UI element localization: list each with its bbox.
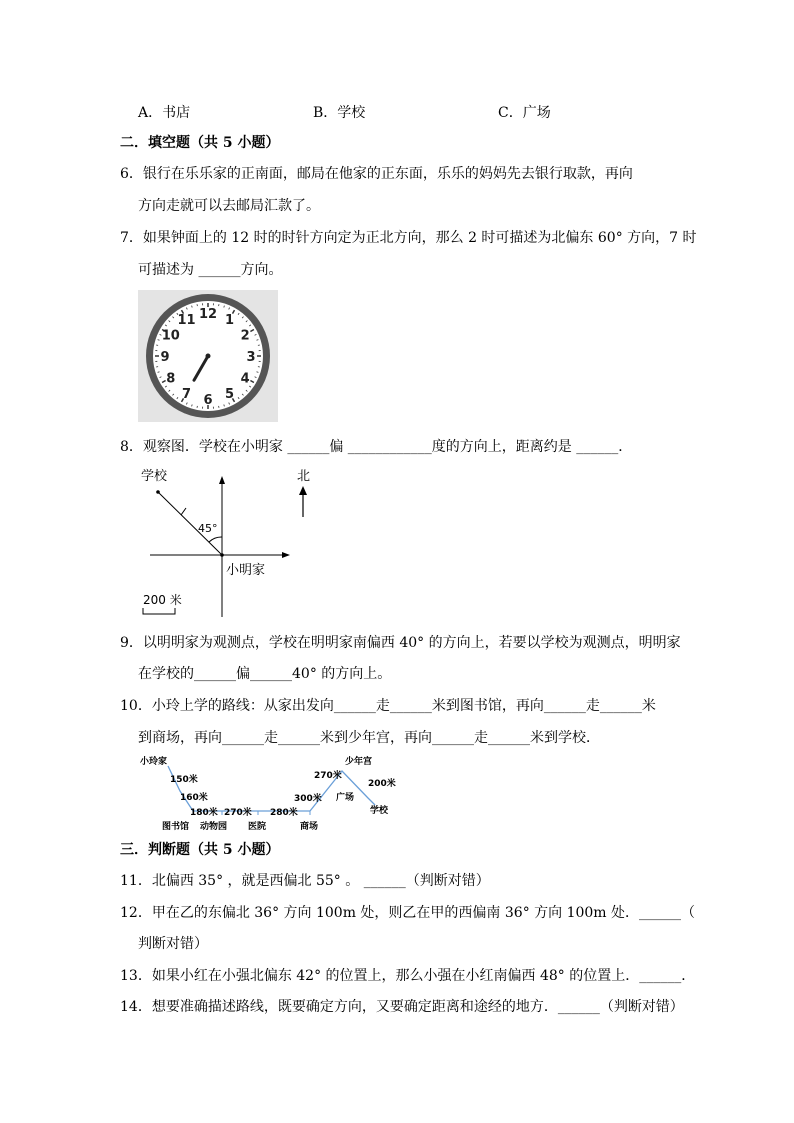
- horizontal-axis-arrow: [282, 552, 290, 558]
- dist-2: 160米: [180, 793, 208, 803]
- clock-number: 9: [160, 350, 170, 365]
- dist-1: 150米: [170, 775, 198, 785]
- home-point: [220, 553, 224, 557]
- clock-number: 1: [224, 312, 235, 328]
- clock-number: 5: [224, 387, 235, 403]
- place-mall: 商场: [300, 822, 319, 832]
- place-zoo: 动物园: [200, 822, 228, 832]
- clock-number: 7: [181, 387, 192, 403]
- place-square: 广场: [336, 793, 355, 803]
- place-home: 小玲家: [140, 757, 168, 767]
- q9-line2: 在学校的______偏______40° 的方向上。: [138, 666, 392, 682]
- clock-number: 10: [161, 328, 180, 344]
- clock-number: 4: [240, 371, 250, 387]
- q12-line2: 判断对错）: [138, 936, 208, 952]
- route-line: [168, 766, 375, 811]
- q6-line2: 方向走就可以去邮局汇款了。: [138, 198, 320, 214]
- scale-bar: [143, 608, 175, 614]
- dist-7: 270米: [314, 771, 342, 781]
- dist-5: 280米: [270, 808, 298, 818]
- q10-line1: 10．小玲上学的路线：从家出发向______走______米到图书馆，再向______走______米: [120, 698, 656, 714]
- q14-line: 14．想要准确描述路线，既要确定方向，又要确定距离和途经的地方．______（判断对错）: [120, 999, 684, 1015]
- clock-center: [206, 354, 211, 359]
- q8-map-figure: [138, 462, 338, 622]
- q13-line: 13．如果小红在小强北偏东 42° 的位置上，那么小强在小红南偏西 48° 的位置上．______．: [120, 968, 696, 984]
- clock-number: 8: [166, 371, 176, 387]
- option-c: C．广场: [498, 105, 551, 121]
- q7-line1: 7．如果钟面上的 12 时的时针方向定为正北方向，那么 2 时可描述为北偏东 60° 方向，7 时: [120, 230, 697, 246]
- dist-3: 180米: [190, 808, 218, 818]
- dist-4: 270米: [224, 808, 252, 818]
- section-3-title: 三．判断题（共 5 小题）: [120, 842, 280, 858]
- q12-line1: 12．甲在乙的东偏北 36° 方向 100m 处，则乙在甲的西偏南 36° 方向 100m 处．______（: [120, 905, 696, 921]
- label-angle: 45°: [198, 522, 218, 535]
- clock-number: 3: [246, 350, 256, 365]
- q7-line2: 可描述为 ______方向。: [138, 262, 283, 278]
- dist-6: 300米: [294, 794, 322, 804]
- label-scale: 200 米: [143, 593, 182, 607]
- clock-number: 2: [240, 328, 250, 344]
- q9-line1: 9．以明明家为观测点，学校在明明家南偏西 40° 的方向上，若要以学校为观测点，明明家: [120, 635, 681, 651]
- clock-number: 12: [198, 307, 218, 322]
- vertical-axis-arrow: [219, 476, 225, 484]
- option-b: B．学校: [313, 105, 366, 121]
- label-school: 学校: [141, 469, 168, 484]
- clock-number: 6: [203, 393, 213, 408]
- label-north: 北: [297, 469, 311, 484]
- option-a: A．书店: [138, 105, 191, 121]
- q6-line1: 6．银行在乐乐家的正南面，邮局在他家的正东面，乐乐的妈妈先去银行取款，再向: [120, 166, 633, 182]
- q11-line: 11．北偏西 35° ，就是西偏北 55° 。 ______（判断对错）: [120, 873, 490, 889]
- place-youth-palace: 少年宫: [345, 757, 373, 767]
- north-arrow-head: [299, 486, 307, 495]
- section-2-title: 二．填空题（共 5 小题）: [120, 135, 280, 151]
- clock-number: 11: [177, 312, 196, 328]
- place-hospital: 医院: [248, 822, 267, 832]
- scale-mark: [181, 508, 186, 515]
- q10-line2: 到商场，再向______走______米到少年宫，再向______走______米到学校．: [138, 730, 600, 746]
- place-library: 图书馆: [162, 822, 190, 832]
- place-school: 学校: [370, 806, 389, 816]
- q8-line: 8．观察图．学校在小明家 ______偏 ____________度的方向上，距离约是 ______．: [120, 439, 633, 455]
- q10-route-figure: [138, 753, 408, 835]
- label-home: 小明家: [226, 563, 266, 578]
- dist-8: 200米: [368, 779, 396, 789]
- clock-figure: [138, 290, 278, 422]
- angle-arc: [209, 537, 222, 542]
